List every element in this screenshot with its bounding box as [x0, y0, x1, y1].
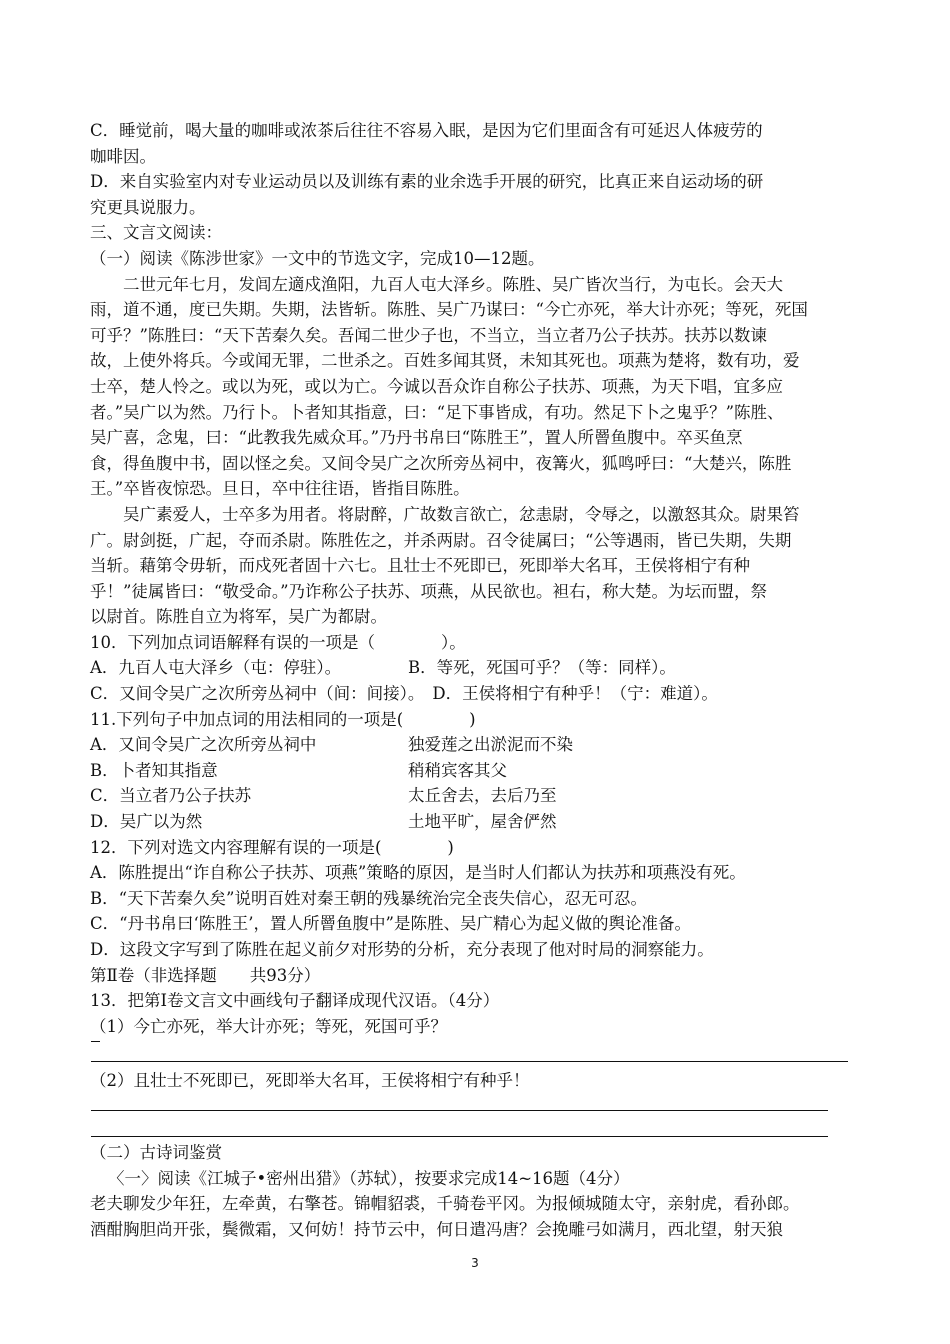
section-3-title: 三、文言文阅读： [90, 223, 222, 243]
question-12-option-c: C．“丹书帛曰‘陈胜王’，置人所罾鱼腹中”是陈胜、吴广精心为起义做的舆论准备。 [90, 914, 691, 934]
question-10-option-a: A．九百人屯大泽乡（屯：停驻）。 [90, 658, 342, 678]
question-10-option-d: D．王侯将相宁有种乎！（宁：难道）。 [432, 684, 718, 704]
answer-line-1[interactable] [91, 1061, 848, 1062]
question-11-option-a-left: A．又间令吴广之次所旁丛祠中 [90, 735, 317, 755]
passage-line: 吴广素爱人，士卒多为用者。将尉醉，广故数言欲亡，忿恚尉，令辱之，以激怒其众。尉果笞 [123, 504, 800, 524]
page-number: 3 [471, 1256, 479, 1270]
passage-line: 当斩。藉第令毋斩，而戍死者固十六七。且壮士不死即已，死即举大名耳，王侯将相宁有种 [90, 556, 750, 576]
classical-passage-paragraph-1 [90, 272, 862, 502]
question-12-stem: 12．下列对选文内容理解有误的一项是( ) [90, 837, 454, 857]
passage-line: 王。”卒皆夜惊恐。旦日，卒中往往语，皆指目陈胜。 [90, 479, 470, 499]
passage-line: 食，得鱼腹中书，固以怪之矣。又间令吴广之次所旁丛祠中，夜篝火，狐鸣呼曰：“大楚兴，陈胜 [90, 453, 792, 473]
question-13-sentence-1: （1）今亡亦死，举大计亦死；等死，死国可乎？ [90, 1016, 447, 1036]
poem-intro: 〈一〉阅读《江城子•密州出猎》（苏轼），按要求完成14~16题（4分） [108, 1168, 630, 1188]
poem-section [90, 1140, 862, 1242]
question-11-option-b-right: 稍稍宾客其父 [408, 760, 507, 780]
passage-line: 广。尉剑挺，广起，夺而杀尉。陈胜佐之，并杀两尉。召令徒属曰；“公等遇雨，皆已失期，失期 [90, 530, 792, 550]
option-c-line-1: C．睡觉前，喝大量的咖啡或浓茶后往往不容易入眠，是因为它们里面含有可延迟人体疲劳的 [90, 121, 763, 140]
poem-line-2: 酒酣胸胆尚开张，鬓微霜，又何妨！持节云中，何日遣冯唐？会挽雕弓如满月，西北望，射天狼 [90, 1219, 783, 1239]
question-10-option-b: B．等死，死国可乎？（等：同样）。 [408, 658, 676, 678]
passage-line: 士卒，楚人怜之。或以为死，或以为亡。今诚以吾众诈自称公子扶苏、项燕，为天下唱，宜多应 [90, 376, 783, 396]
question-11-option-c-left: C．当立者乃公子扶苏 [90, 786, 252, 806]
passage-line: 吴广喜，念鬼，曰：“此教我先威众耳。”乃丹书帛曰“陈胜王”，置人所罾鱼腹中。卒买鱼烹 [90, 428, 743, 448]
subsection-1-title: （一）阅读《陈涉世家》一文中的节选文字，完成10—12题。 [90, 248, 545, 268]
question-12-option-b: B．“天下苦秦久矣”说明百姓对秦王朝的残暴统治完全丧失信心，忍无可忍。 [90, 888, 647, 908]
poem-line-1: 老夫聊发少年狂，左牵黄，右擎苍。锦帽貂裘，千骑卷平冈。为报倾城随太守，亲射虎，看孙郎。 [90, 1194, 800, 1214]
exam-page [90, 118, 862, 1039]
question-10 [90, 630, 862, 707]
option-c-line-2: 咖啡因。 [90, 146, 156, 166]
passage-line: 乎！”徒属皆曰：“敬受命。”乃诈称公子扶苏、项燕，从民欲也。袒右，称大楚。为坛而盟，祭 [90, 581, 768, 601]
option-d-line-2: 究更具说服力。 [90, 197, 206, 217]
subsection-2-title: （二）古诗词鉴赏 [90, 1143, 222, 1162]
question-11 [90, 707, 862, 835]
answer-line-2[interactable] [91, 1110, 828, 1111]
question-13-sentence-2: （2）且壮士不死即已，死即举大名耳，王侯将相宁有种乎！ [90, 1071, 530, 1090]
volume-2-title: 第Ⅱ卷（非选择题 共93分） [90, 965, 321, 985]
passage-line: 以尉首。陈胜自立为将军，吴广为都尉。 [90, 607, 387, 627]
question-11-option-c-right: 太丘舍去，去后乃至 [408, 786, 557, 806]
passage-line: 者。”吴广以为然。乃行卜。卜者知其指意，曰：“足下事皆成，有功。然足下卜之鬼乎？”陈胜、 [90, 402, 784, 422]
question-12-option-d: D．这段文字写到了陈胜在起义前夕对形势的分析，充分表现了他对时局的洞察能力。 [90, 940, 714, 959]
question-10-option-c: C．又间令吴广之次所旁丛祠中（间：间接）。 [90, 684, 425, 704]
passage-line: 故，上使外将兵。今或闻无罪，二世杀之。百姓多闻其贤，未知其死也。项燕为楚将，数有功，爱 [90, 351, 800, 371]
question-11-option-d-right: 土地平旷，屋舍俨然 [408, 812, 557, 832]
question-12 [90, 835, 862, 963]
passage-line: 雨，道不通，度已失期。失期，法皆斩。陈胜、吴广乃谋曰：“今亡亦死，举大计亦死；等死，死国 [90, 300, 808, 320]
question-11-option-a-right: 独爱莲之出淤泥而不染 [408, 735, 573, 755]
question-11-stem: 11.下列句子中加点词的用法相同的一项是( ) [90, 709, 476, 729]
passage-line: 可乎？”陈胜曰：“天下苦秦久矣。吾闻二世少子也，不当立，当立者乃公子扶苏。扶苏以数谏 [90, 325, 767, 345]
answer-line-3[interactable] [91, 1136, 828, 1137]
option-d-line-1: D．来自实验室内对专业运动员以及训练有素的业余选手开展的研究，比真正来自运动场的研 [90, 172, 764, 192]
passage-line: 二世元年七月，发闾左適戍渔阳，九百人屯大泽乡。陈胜、吴广皆次当行，为屯长。会天大 [123, 274, 783, 294]
question-11-option-b-left: B．卜者知其指意 [90, 760, 218, 780]
question-11-option-d-left: D．吴广以为然 [90, 812, 203, 832]
text-cursor-mark [91, 1041, 100, 1042]
question-10-stem: 10．下列加点词语解释有误的一项是（ ）。 [90, 632, 466, 652]
question-13-stem: 13．把第Ⅰ卷文言文中画线句子翻译成现代汉语。（4分） [90, 991, 500, 1011]
classical-passage-paragraph-2 [90, 502, 862, 630]
question-12-option-a: A．陈胜提出“诈自称公子扶苏、项燕”策略的原因，是当时人们都认为扶苏和项燕没有死。 [90, 863, 746, 883]
